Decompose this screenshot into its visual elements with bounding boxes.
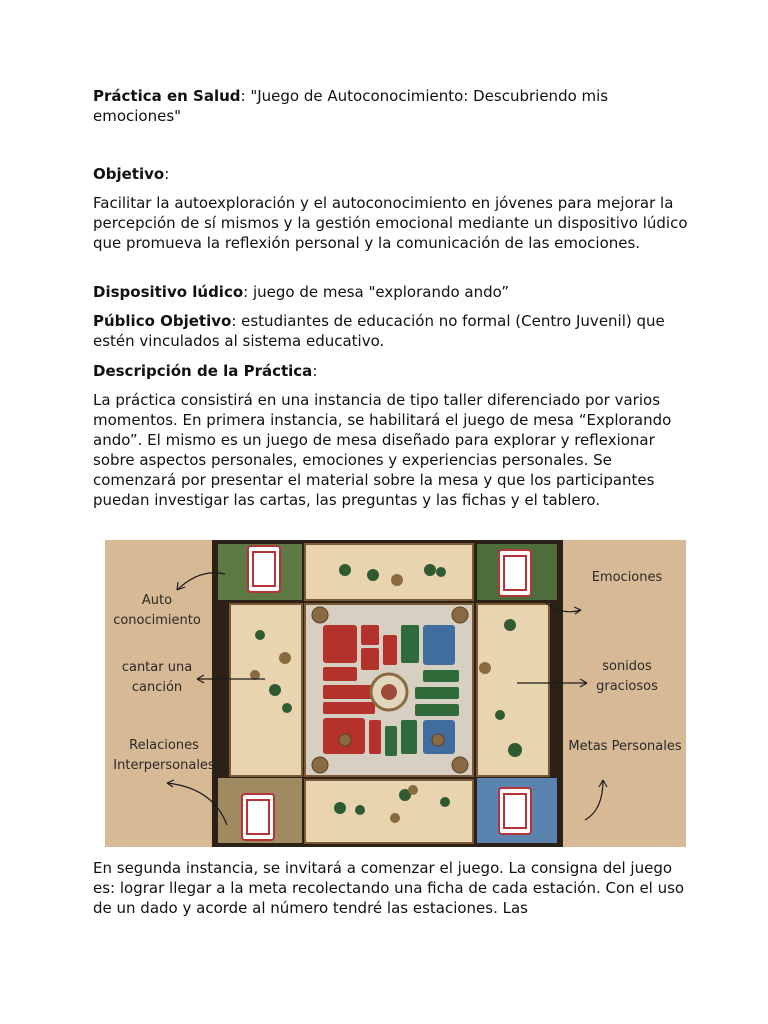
label-autoconocimiento: Auto conocimiento bbox=[113, 593, 201, 628]
document-title bbox=[93, 86, 693, 126]
objetivo-heading: Objetivo: bbox=[93, 165, 170, 183]
board-edge-left bbox=[230, 604, 302, 776]
label-relaciones-interpersonales: Relaciones Interpersonales bbox=[113, 738, 215, 773]
arrow-metas bbox=[585, 780, 603, 820]
title-bold: Práctica en Salud bbox=[93, 87, 241, 105]
descripcion-heading: Descripción de la Práctica: bbox=[93, 362, 318, 380]
label-cantar-cancion: cantar una canción bbox=[121, 660, 193, 695]
label-emociones: Emociones bbox=[591, 570, 663, 585]
label-metas-personales: Metas Personales bbox=[568, 739, 682, 754]
descripcion-paragraph: La práctica consistirá en una instancia de tipo taller diferenciado por varios momentos. En primera instancia, se habilitará el juego de mesa “Explorando ando”. El mismo es un juego de mesa diseñado para explorar y reflexionar sobre aspectos personales, emociones y experiencias personales. Se comenzará por presentar el material sobre la mesa y que los participantes puedan investigar las cartas, las preguntas y las fichas y el tablero. bbox=[93, 391, 672, 509]
label-sonidos-graciosos: sonidos graciosos bbox=[596, 659, 658, 694]
board-game-figure bbox=[105, 540, 686, 847]
segunda-paragraph: En segunda instancia, se invitará a comenzar el juego. La consigna del juego es: lograr llegar a la meta recolectando una ficha de cada estación. Con el uso de un dado y acorde al número tendré las estaciones. Las bbox=[93, 859, 685, 917]
dispositivo-paragraph: Dispositivo lúdico: juego de mesa "explorando ando” bbox=[93, 283, 510, 301]
objetivo-paragraph: Facilitar la autoexploración y el autoconocimiento en jóvenes para mejorar la percepción de sí mismos y la gestión emocional mediante un dispositivo lúdico que promueva la reflexión personal y la comunicación de las emociones. bbox=[93, 194, 688, 252]
title-rest: : "Juego de Autoconocimiento: Descubriendo mis emociones" bbox=[93, 87, 609, 125]
board-edge-bottom bbox=[305, 780, 473, 843]
board-edge-top bbox=[305, 544, 473, 600]
publico-paragraph: Público Objetivo: estudiantes de educación no formal (Centro Juvenil) que estén vinculados al sistema educativo. bbox=[93, 312, 665, 350]
